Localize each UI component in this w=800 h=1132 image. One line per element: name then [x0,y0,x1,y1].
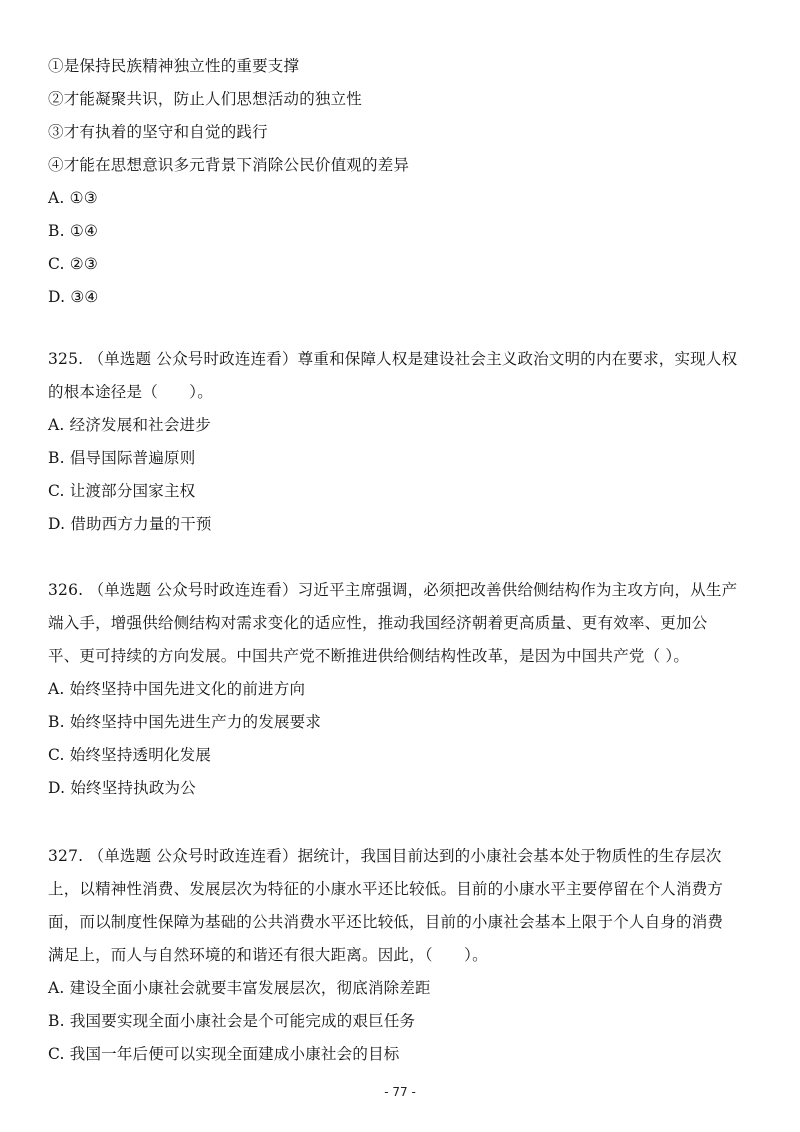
q327-stem-line-3: 面，而以制度性保障为基础的公共消费水平还比较低，目前的小康社会基本上限于个人自身的消费 [48,913,724,931]
q326-option-b: B. 始终坚持中国先进生产力的发展要求 [48,713,322,731]
q327-stem-line-4: 满足上，而人与自然环境的和谐还有很大距离。因此，（ ）。 [48,946,488,964]
prev-option-a: A. ①③ [48,189,98,207]
q325-stem-line-1: 325. （单选题 公众号时政连连看）尊重和保障人权是建设社会主义政治文明的内在要求，实现人权 [48,350,738,368]
q327-stem-line-1: 327. （单选题 公众号时政连连看）据统计，我国目前达到的小康社会基本处于物质性的生存层次 [48,847,722,865]
q326-option-a: A. 始终坚持中国先进文化的前进方向 [48,680,306,698]
prev-option-b: B. ①④ [48,222,99,240]
q326-stem-line-2: 端入手，增强供给侧结构对需求变化的适应性，推动我国经济朝着更高质量、更有效率、更加公 [48,614,708,632]
prev-option-c: C. ②③ [48,255,98,273]
q326-option-d: D. 始终坚持执政为公 [48,779,196,797]
q326-option-c: C. 始终坚持透明化发展 [48,746,212,764]
statement-4: ④才能在思想意识多元背景下消除公民价值观的差异 [48,156,410,174]
statement-1: ①是保持民族精神独立性的重要支撑 [48,57,300,75]
q325-option-c: C. 让渡部分国家主权 [48,482,196,500]
q325-option-a: A. 经济发展和社会进步 [48,416,211,434]
q325-option-d: D. 借助西方力量的干预 [48,515,212,533]
statement-3: ③才有执着的坚守和自觉的践行 [48,123,268,141]
page-number: - 77 - [384,1085,416,1099]
prev-option-d: D. ③④ [48,288,99,306]
q327-stem-line-2: 上，以精神性消费、发展层次为特征的小康水平还比较低。目前的小康水平主要停留在个人消费方 [48,880,724,898]
statement-2: ②才能凝聚共识，防止人们思想活动的独立性 [48,90,363,108]
q326-stem-line-3: 平、更可持续的方向发展。中国共产党不断推进供给侧结构性改革，是因为中国共产党（ ）。 [48,647,690,665]
q327-option-b: B. 我国要实现全面小康社会是个可能完成的艰巨任务 [48,1012,416,1030]
q327-option-a: A. 建设全面小康社会就要丰富发展层次，彻底消除差距 [48,979,431,997]
q325-stem-line-2: 的根本途径是（ ）。 [48,383,213,401]
q327-option-c: C. 我国一年后便可以实现全面建成小康社会的目标 [48,1045,400,1063]
q325-option-b: B. 倡导国际普遍原则 [48,449,196,467]
q326-stem-line-1: 326. （单选题 公众号时政连连看）习近平主席强调，必须把改善供给侧结构作为主攻方向，从生产 [48,581,738,599]
